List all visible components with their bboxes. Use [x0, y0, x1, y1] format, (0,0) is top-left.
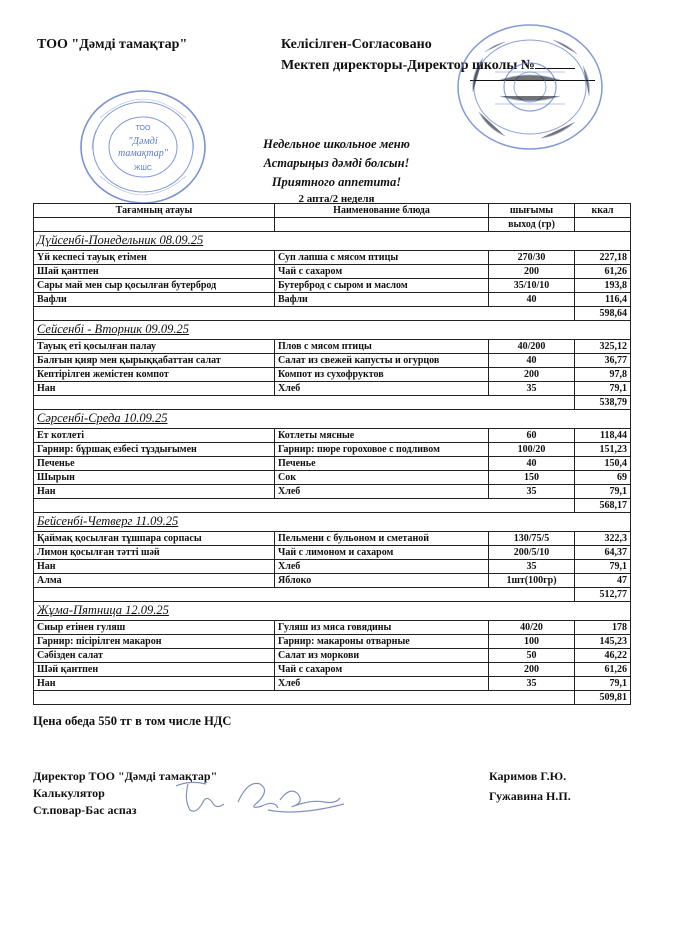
dish-name-kz: Шырын	[34, 471, 275, 485]
dish-name-ru: Хлеб	[275, 485, 489, 499]
dish-name-kz: Сәбізден салат	[34, 649, 275, 663]
dish-name-kz: Гарнир: пісірілген макарон	[34, 635, 275, 649]
menu-title: Недельное школьное меню	[263, 137, 410, 151]
dish-name-kz: Печенье	[34, 457, 275, 471]
calculator-name: Гужавина Н.П.	[489, 789, 571, 803]
table-subheader-row	[34, 218, 631, 232]
dish-kcal: 46,22	[575, 649, 631, 663]
header-output: шығымы	[489, 204, 575, 218]
subheader-output: выход (гр)	[489, 218, 575, 232]
dish-name-ru: Яблоко	[275, 574, 489, 588]
dish-name-ru: Суп лапша с мясом птицы	[275, 251, 489, 265]
stamp-name-1: "Дәмді	[128, 136, 158, 147]
dish-name-ru: Чай с лимоном и сахаром	[275, 546, 489, 560]
dish-name-ru: Хлеб	[275, 677, 489, 691]
dish-kcal: 145,23	[575, 635, 631, 649]
day-name: Бейсенбі-Четверг 11.09.25	[37, 514, 179, 528]
table-row	[34, 368, 631, 382]
dish-kcal: 61,26	[575, 265, 631, 279]
dish-kcal: 69	[575, 471, 631, 485]
dish-name-kz: Сиыр етінен гуляш	[34, 621, 275, 635]
day-total-kcal: 509,81	[575, 691, 631, 705]
dish-name-kz: Сары май мен сыр қосылған бутерброд	[34, 279, 275, 293]
table-row	[34, 354, 631, 368]
table-row	[34, 471, 631, 485]
day-total-row	[34, 691, 631, 705]
dish-kcal: 116,4	[575, 293, 631, 307]
dish-kcal: 79,1	[575, 382, 631, 396]
company-name: ТОО "Дәмді тамақтар"	[37, 37, 188, 52]
day-row	[34, 602, 631, 621]
day-name: Сәрсенбі-Среда 10.09.25	[37, 411, 168, 425]
day-total-row	[34, 307, 631, 321]
table-row	[34, 279, 631, 293]
stamp-top-text: ТОО	[135, 125, 151, 132]
dish-output: 100	[489, 635, 575, 649]
dish-kcal: 227,18	[575, 251, 631, 265]
dish-output: 1шт(100гр)	[489, 574, 575, 588]
table-row	[34, 485, 631, 499]
table-row	[34, 621, 631, 635]
dish-name-ru: Гарнир: пюре гороховое с подливом	[275, 443, 489, 457]
table-header-row	[34, 204, 631, 218]
dish-name-ru: Салат из моркови	[275, 649, 489, 663]
dish-name-kz: Ет котлеті	[34, 429, 275, 443]
menu-wish-ru: Приятного аппетита!	[271, 175, 402, 189]
handwritten-signatures	[168, 772, 358, 822]
dish-name-kz: Тауық еті қосылған палау	[34, 340, 275, 354]
day-total-kcal: 568,17	[575, 499, 631, 513]
table-row	[34, 251, 631, 265]
dish-output: 40	[489, 293, 575, 307]
director-name: Каримов Г.Ю.	[489, 769, 567, 783]
dish-name-ru: Гуляш из мяса говядины	[275, 621, 489, 635]
dish-name-ru: Гарнир: макароны отварные	[275, 635, 489, 649]
day-total-row	[34, 396, 631, 410]
header-kz: Тағамның атауы	[34, 204, 275, 218]
dish-kcal: 118,44	[575, 429, 631, 443]
dish-output: 200/5/10	[489, 546, 575, 560]
week-label: 2 апта/2 неделя	[298, 193, 375, 205]
dish-kcal: 151,23	[575, 443, 631, 457]
day-name: Жұма-Пятница 12.09.25	[37, 603, 169, 617]
dish-name-kz: Балғын қияр мен қырыққабаттан салат	[34, 354, 275, 368]
dish-kcal: 322,3	[575, 532, 631, 546]
dish-name-kz: Үй кеспесі тауық етімен	[34, 251, 275, 265]
dish-kcal: 79,1	[575, 677, 631, 691]
header-kcal: ккал	[575, 204, 631, 218]
cook-role: Ст.повар-Бас аспаз	[33, 803, 137, 817]
table-row	[34, 560, 631, 574]
dish-name-ru: Компот из сухофруктов	[275, 368, 489, 382]
dish-name-kz: Шәй қантпен	[34, 663, 275, 677]
dish-output: 60	[489, 429, 575, 443]
dish-name-kz: Лимон қосылған тәтті шәй	[34, 546, 275, 560]
school-seal-stamp	[455, 22, 605, 152]
dish-name-kz: Нан	[34, 382, 275, 396]
dish-output: 35	[489, 485, 575, 499]
dish-name-kz: Кептірілген жемістен компот	[34, 368, 275, 382]
dish-name-kz: Нан	[34, 485, 275, 499]
calculator-role: Калькулятор	[33, 786, 105, 800]
day-total-kcal: 512,77	[575, 588, 631, 602]
dish-output: 35	[489, 677, 575, 691]
table-row	[34, 663, 631, 677]
dish-output: 50	[489, 649, 575, 663]
dish-name-kz: Қаймақ қосылған тұшпара сорпасы	[34, 532, 275, 546]
table-row	[34, 546, 631, 560]
dish-output: 40/200	[489, 340, 575, 354]
dish-output: 270/30	[489, 251, 575, 265]
dish-name-ru: Чай с сахаром	[275, 663, 489, 677]
dish-kcal: 79,1	[575, 560, 631, 574]
menu-table	[33, 203, 631, 705]
day-total-kcal: 538,79	[575, 396, 631, 410]
dish-kcal: 79,1	[575, 485, 631, 499]
dish-output: 35/10/10	[489, 279, 575, 293]
dish-output: 200	[489, 663, 575, 677]
dish-name-ru: Чай с сахаром	[275, 265, 489, 279]
dish-name-kz: Нан	[34, 677, 275, 691]
dish-output: 150	[489, 471, 575, 485]
table-row	[34, 443, 631, 457]
dish-kcal: 36,77	[575, 354, 631, 368]
table-row	[34, 382, 631, 396]
director-line-text: Мектеп директоры-Директор школы №	[281, 58, 535, 73]
header-ru: Наименование блюда	[275, 204, 489, 218]
dish-kcal: 193,8	[575, 279, 631, 293]
day-total-row	[34, 499, 631, 513]
dish-name-ru: Печенье	[275, 457, 489, 471]
day-total-row	[34, 588, 631, 602]
dish-kcal: 97,8	[575, 368, 631, 382]
dish-output: 200	[489, 368, 575, 382]
table-row	[34, 635, 631, 649]
dish-name-ru: Хлеб	[275, 560, 489, 574]
stamp-name-2: тамақтар"	[118, 148, 168, 159]
dish-name-ru: Хлеб	[275, 382, 489, 396]
dish-kcal: 64,37	[575, 546, 631, 560]
dish-name-ru: Плов с мясом птицы	[275, 340, 489, 354]
agreed-label: Келісілген-Согласовано	[281, 37, 432, 52]
dish-output: 35	[489, 382, 575, 396]
dish-name-kz: Алма	[34, 574, 275, 588]
day-row	[34, 410, 631, 429]
table-row	[34, 457, 631, 471]
dish-output: 35	[489, 560, 575, 574]
dish-kcal: 150,4	[575, 457, 631, 471]
dish-name-ru: Салат из свежей капусты и огурцов	[275, 354, 489, 368]
table-row	[34, 293, 631, 307]
dish-name-kz: Гарнир: бұршақ езбесі тұздығымен	[34, 443, 275, 457]
table-row	[34, 677, 631, 691]
day-row	[34, 321, 631, 340]
dish-name-ru: Пельмени с бульоном и сметаной	[275, 532, 489, 546]
dish-name-kz: Нан	[34, 560, 275, 574]
day-row	[34, 513, 631, 532]
menu-wish-kz: Астарыңыз дәмді болсын!	[263, 156, 410, 170]
table-row	[34, 532, 631, 546]
table-row	[34, 429, 631, 443]
director-role: Директор ТОО "Дәмді тамақтар"	[33, 769, 218, 783]
dish-output: 40/20	[489, 621, 575, 635]
dish-name-ru: Сок	[275, 471, 489, 485]
day-total-kcal: 598,64	[575, 307, 631, 321]
lunch-price: Цена обеда 550 тг в том числе НДС	[33, 714, 232, 728]
dish-name-ru: Вафли	[275, 293, 489, 307]
dish-name-kz: Вафли	[34, 293, 275, 307]
dish-name-ru: Котлеты мясные	[275, 429, 489, 443]
day-row	[34, 232, 631, 251]
stamp-bottom-text: ЖШС	[134, 165, 152, 172]
dish-kcal: 178	[575, 621, 631, 635]
dish-output: 100/20	[489, 443, 575, 457]
table-row	[34, 649, 631, 663]
dish-kcal: 325,12	[575, 340, 631, 354]
day-name: Сейсенбі - Вторник 09.09.25	[37, 322, 190, 336]
dish-output: 130/75/5	[489, 532, 575, 546]
dish-name-ru: Бутерброд с сыром и маслом	[275, 279, 489, 293]
table-row	[34, 265, 631, 279]
table-row	[34, 574, 631, 588]
day-name: Дүйсенбі-Понедельник 08.09.25	[37, 233, 204, 247]
dish-kcal: 61,26	[575, 663, 631, 677]
dish-output: 40	[489, 354, 575, 368]
dish-output: 200	[489, 265, 575, 279]
dish-output: 40	[489, 457, 575, 471]
dish-kcal: 47	[575, 574, 631, 588]
dish-name-kz: Шай қантпен	[34, 265, 275, 279]
table-row	[34, 340, 631, 354]
